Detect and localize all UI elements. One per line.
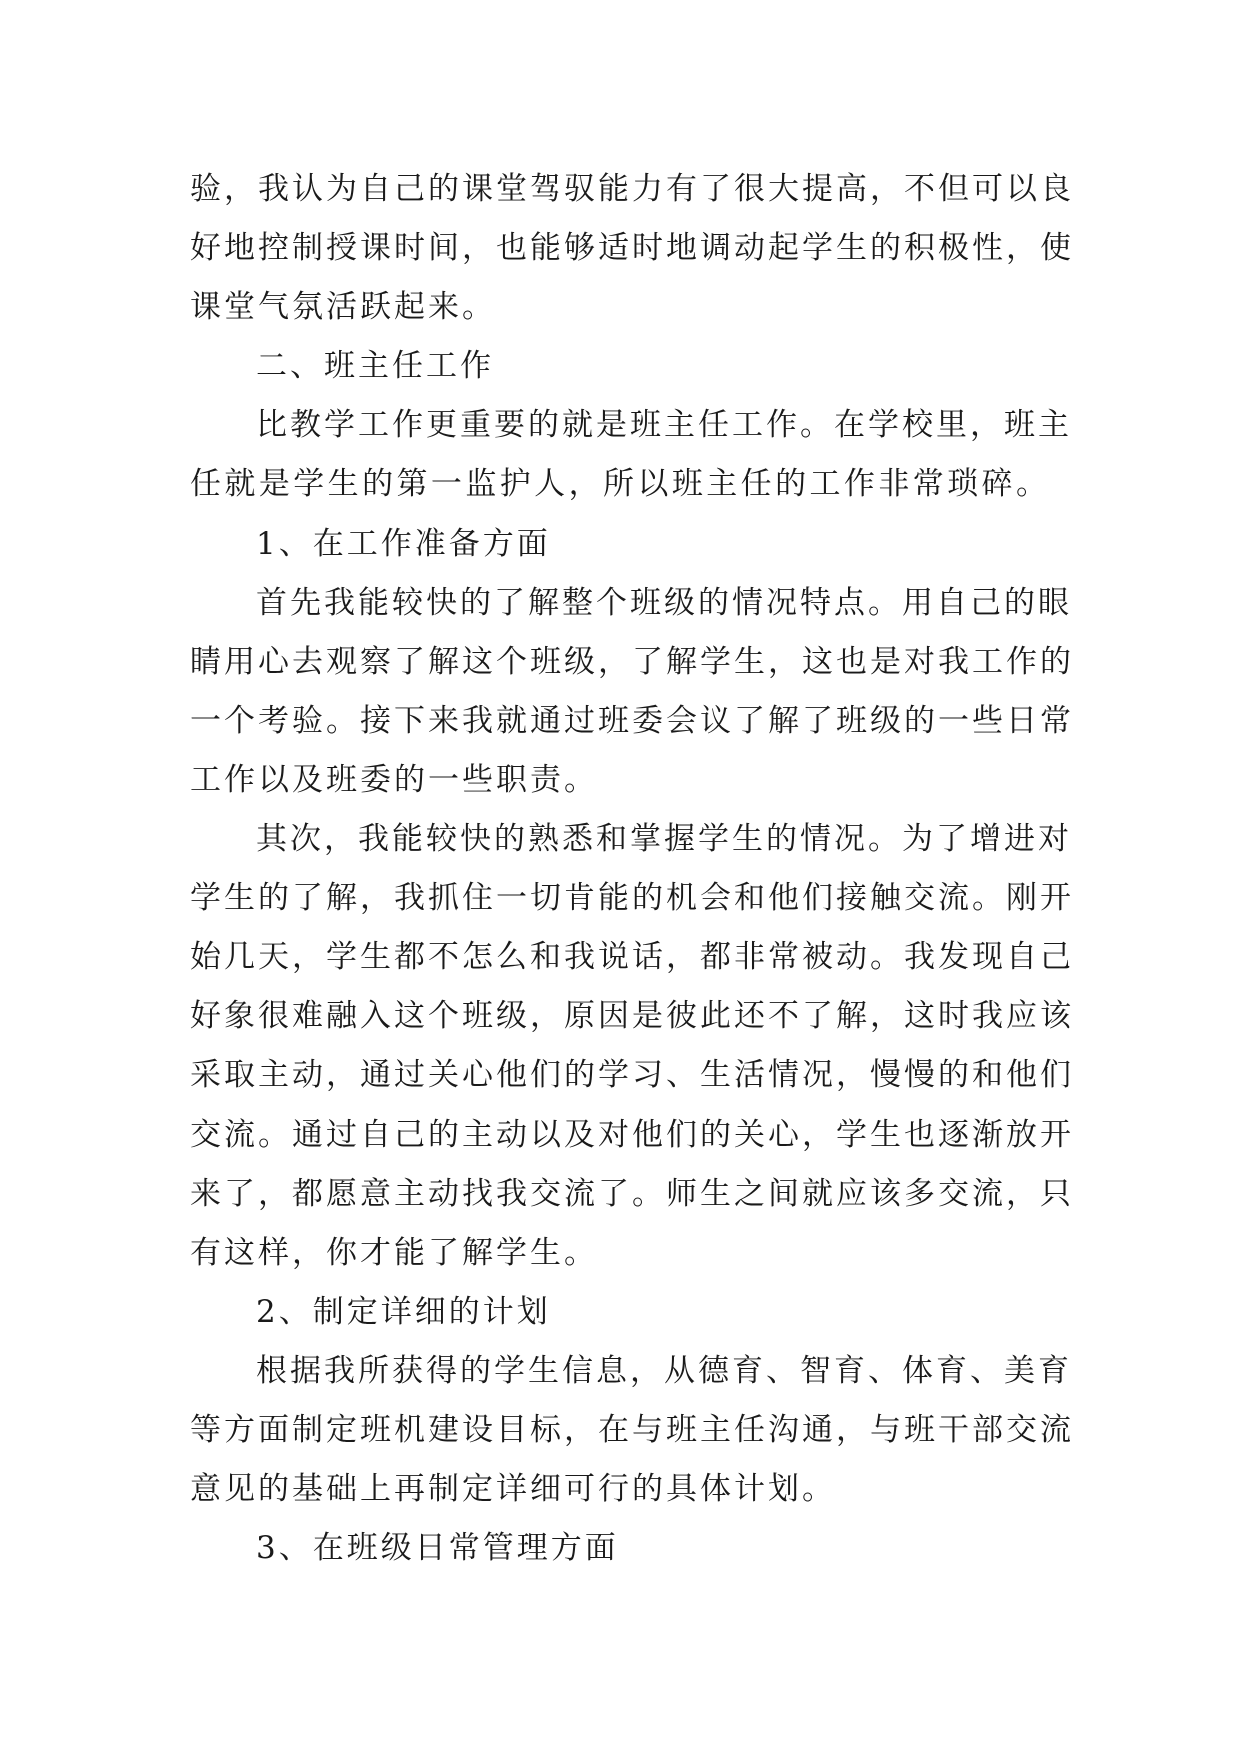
text-line: 根据我所获得的学生信息，从德育、智育、体育、美育 [256, 1352, 1072, 1389]
text-line: 3、在班级日常管理方面 [256, 1530, 619, 1567]
text-line: 二、班主任工作 [256, 348, 494, 385]
text-line: 学生的了解，我抓住一切肯能的机会和他们接触交流。刚开 [190, 880, 1074, 917]
text-line: 采取主动，通过关心他们的学习、生活情况，慢慢的和他们 [190, 1057, 1074, 1094]
text-line: 有这样，你才能了解学生。 [190, 1234, 598, 1271]
text-line: 工作以及班委的一些职责。 [190, 761, 598, 798]
text-line: 始几天，学生都不怎么和我说话，都非常被动。我发现自己 [190, 939, 1074, 976]
text-line: 好象很难融入这个班级，原因是彼此还不了解，这时我应该 [190, 998, 1074, 1035]
text-line: 其次，我能较快的熟悉和掌握学生的情况。为了增进对 [256, 821, 1072, 858]
text-line: 首先我能较快的了解整个班级的情况特点。用自己的眼 [256, 584, 1072, 621]
text-line: 好地控制授课时间，也能够适时地调动起学生的积极性，使 [190, 230, 1074, 267]
document-body [190, 160, 1074, 1578]
text-line: 验，我认为自己的课堂驾驭能力有了很大提高，不但可以良 [190, 171, 1074, 207]
text-line: 1、在工作准备方面 [256, 525, 551, 562]
text-line: 2、制定详细的计划 [256, 1293, 551, 1330]
text-line: 交流。通过自己的主动以及对他们的关心，学生也逐渐放开 [190, 1116, 1074, 1153]
text-line: 意见的基础上再制定详细可行的具体计划。 [190, 1471, 836, 1508]
text-line: 任就是学生的第一监护人，所以班主任的工作非常琐碎。 [190, 466, 1050, 503]
text-line: 等方面制定班机建设目标，在与班主任沟通，与班干部交流 [190, 1411, 1074, 1448]
text-line: 睛用心去观察了解这个班级，了解学生，这也是对我工作的 [190, 643, 1074, 680]
text-line: 一个考验。接下来我就通过班委会议了解了班级的一些日常 [190, 702, 1074, 739]
text-line: 课堂气氛活跃起来。 [190, 289, 496, 326]
text-line: 比教学工作更重要的就是班主任工作。在学校里，班主 [256, 407, 1072, 444]
text-line: 来了，都愿意主动找我交流了。师生之间就应该多交流，只 [190, 1175, 1074, 1212]
